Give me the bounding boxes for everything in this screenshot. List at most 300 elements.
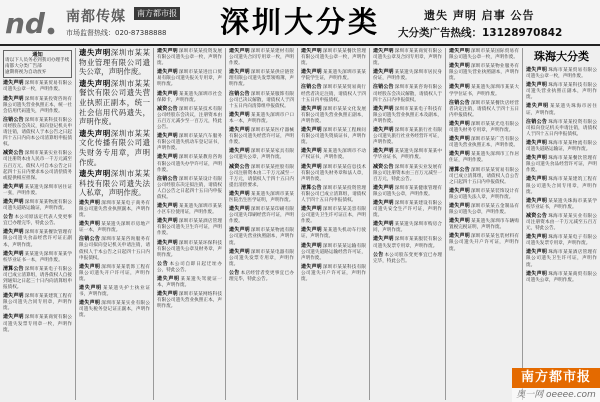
notice-types: 遗失 声明 启事 公告 (424, 9, 535, 22)
notice-keyword: 遗失声明 (229, 48, 250, 54)
notice-text: 本公司股东变更事宜已办理完毕，特此公告。 (373, 252, 442, 264)
notice-entry (301, 106, 366, 125)
notice-entry (79, 129, 150, 167)
notice-keyword: 遗失声明 (79, 300, 101, 307)
notice-text: 某某遗失机动车行驶证，声明作废。 (301, 228, 366, 240)
notice-text: 深圳市某某服装有限公司遗失发票专用章，声明作废。 (373, 237, 442, 249)
notice-keyword: 减资公告 (373, 163, 394, 170)
notice-entry (526, 103, 597, 116)
boxed-notice (3, 50, 72, 78)
notice-text: 深圳市某某餐饮管理有限公司遗失食品经营许可证正副本，声明作废。 (3, 230, 72, 248)
notice-text: 珠海市某某建筑工程有限公司遗失合同专用章，声明作废。 (526, 177, 597, 195)
notice-entry (373, 164, 442, 183)
notice-text: 某某遗失驾驶证一本，声明作废。 (157, 277, 222, 289)
notice-keyword: 遗失声明 (373, 48, 394, 54)
notice-text: 某某遗失深圳市购房合同，声明作废。 (373, 222, 442, 234)
supervision-hotline: 市场监督热线：020-87388888 (66, 29, 167, 37)
notice-keyword: 遗失声明 (79, 199, 101, 206)
notice-entry (449, 233, 519, 252)
notice-text: 深圳市某某咨询服务有限公司拟向登记机关申请注销，请债权人于本公告之日起四十五日内申报债权。 (79, 237, 150, 261)
notice-entry (229, 127, 294, 146)
notice-entry (373, 252, 442, 265)
notice-keyword: 遗失声明 (301, 163, 322, 170)
notice-entry (229, 112, 294, 125)
notice-keyword: 遗失声明 (79, 128, 111, 138)
notice-entry (79, 79, 150, 127)
notice-text: 某某遗失深圳市不动产权证书，声明作废。 (301, 149, 366, 161)
notice-keyword: 遗失声明 (373, 105, 394, 112)
notice-entry (157, 218, 222, 237)
notice-entry (3, 229, 72, 248)
notice-keyword: 遗失声明 (449, 233, 470, 240)
notice-entry (157, 276, 222, 289)
notice-text: 珠海市某某电子有限公司遗失发票专用章，声明作废。 (526, 235, 597, 247)
notice-keyword: 遗失声明 (157, 276, 180, 282)
notice-entry (526, 213, 597, 232)
notice-text: 深圳市某某商贸有限公司遗失公章及合同专用章，声明作废。 (373, 49, 442, 67)
notice-text: 深圳市某某环保科技有限公司遗失公章及财务章，声明作废。 (157, 240, 222, 258)
notice-text: 深圳市某某餐饮店经营者决定注销，请债权人于四十五日内申报债权。 (449, 100, 519, 118)
classifieds-column (298, 48, 370, 400)
notice-entry (79, 169, 150, 198)
notice-text: 深圳市某某文化传播有限公司遗失财务专用章，声明作废。 (79, 128, 150, 167)
notice-text: 深圳市某某技术有限公司经股东会决议，注册资本由五百万元减少至一百万元，特此公告。 (157, 106, 222, 131)
notice-text: 某某遗失深圳市某某学校毕业证书一本，声明作废。 (3, 251, 72, 263)
notice-text: 深圳市某某科技有限公司遗失法人私章，声明作废。 (79, 169, 150, 198)
notice-keyword: 遗失声明 (157, 48, 178, 54)
notice-keyword: 遗失声明 (229, 227, 250, 234)
notice-text: 深圳市某某健康管理有限公司遗失公章，声明作废。 (373, 185, 442, 197)
notice-keyword: 遗失声明 (301, 227, 322, 234)
notice-keyword: 注销公告 (373, 84, 394, 91)
notice-text: 深圳市某某投资咨询有限公司遗失营业执照正本，统一社会信用代码遗失，声明作废。 (3, 96, 72, 114)
notice-keyword: 遗失声明 (526, 249, 548, 256)
notice-text: 深圳市某某国际贸易有限公司遗失公章一枚，声明作废。 (449, 49, 519, 61)
notice-text: 深圳市某某家具有限公司遗失公章，声明作废。 (229, 149, 294, 161)
notice-entry (157, 154, 222, 173)
notice-keyword: 遗失声明 (79, 285, 102, 292)
notice-keyword: 遗失声明 (157, 133, 178, 140)
notice-entry (301, 48, 366, 67)
notice-entry (449, 218, 519, 231)
notice-text: 深圳市某某贸易商行经营者决定注销，请债权人于四十五日内申报债权。 (301, 85, 366, 103)
newspaper-stamp: 南方都市报 (512, 368, 600, 388)
notice-text: 深圳市某某建设有限公司遗失安全生产许可证，声明作废。 (373, 200, 442, 219)
newspaper-name-badge: 南方都市报 (134, 7, 180, 20)
notice-keyword: 遗失声明 (3, 198, 24, 205)
notice-keyword: 遗失声明 (526, 176, 548, 183)
notice-keyword: 遗失声明 (79, 169, 111, 179)
notice-text: 深圳市某某物业服务有限公司遗失营业执照副本，声明作废。 (449, 64, 519, 82)
notice-keyword: 清算公告 (301, 184, 322, 191)
notice-keyword: 遗失声明 (157, 154, 178, 161)
notice-entry (157, 291, 222, 310)
notice-text: 珠海市某某投资有限公司拟向登记机关申请注销，请债权人于四十五日内申报债权。 (526, 119, 597, 137)
notice-text: 深圳市某某科技有限公司经股东会决议，拟向登记机关申请注销，请债权人于本公告之日起四十五日内向本公司清算组申报债权。 (3, 117, 72, 148)
notice-entry (526, 67, 597, 80)
notice-keyword: 遗失声明 (449, 84, 470, 91)
notice-entry (449, 151, 519, 164)
notice-text: 某某遗失深圳市某某大学学位证书，声明作废。 (449, 85, 519, 97)
notice-text: 珠海市某某贸易有限公司遗失公章一枚，声明作废。 (526, 68, 597, 80)
notice-text: 深圳市某某工程顾问有限公司遗失资质证书，声明作废。 (301, 128, 366, 146)
notice-text: 深圳市某某美容有限公司遗失卫生许可证正本，声明作废。 (301, 207, 366, 225)
notice-text: 深圳市某某控股有限公司注册资本由二千万元减至一千万元，请债权人于四十五日内提出清偿要求。 (229, 164, 294, 188)
notice-keyword: 遗失声明 (79, 221, 101, 228)
notice-entry (3, 293, 72, 312)
notice-entry (79, 48, 150, 77)
notice-entry (449, 136, 519, 149)
site-watermark: 奥一网 oeeee.com (512, 388, 600, 402)
notice-text: 珠海市某某实业有限公司注册资本由一千万元减至五百万元，特此公告。 (526, 213, 597, 232)
notice-entry (526, 198, 597, 211)
masthead (0, 0, 600, 46)
notice-entry (301, 84, 366, 103)
notice-keyword: 注销公告 (229, 90, 250, 97)
notice-text: 深圳市某某电子科技有限公司遗失营业执照正本及副本，声明作废。 (373, 106, 442, 124)
notice-text: 深圳市某某印刷有限公司遗失印刷经营许可证，声明作废。 (229, 207, 294, 225)
notice-keyword: 遗失声明 (373, 127, 394, 134)
notice-keyword: 遗失声明 (79, 78, 111, 88)
classifieds-column (370, 48, 446, 400)
notice-text: 深圳市某某光电有限公司遗失财务专用章，声明作废。 (449, 121, 519, 134)
notice-entry (3, 199, 72, 212)
notice-text: 深圳市某某物业管理有限公司遗失公章，声明作废。 (79, 48, 150, 77)
notice-keyword: 遗失声明 (526, 197, 548, 204)
notice-text: 深圳市某某信息技术有限公司遗失财务章和法人章，声明作废。 (301, 164, 366, 182)
column-heading: 珠海大分类 (534, 50, 589, 63)
notice-keyword: 遗失声明 (449, 136, 470, 143)
notice-text: 深圳市某某贸易有限公司已成立清算组，请债权人自公告之日起四十五日内申报债权。 (449, 167, 519, 185)
media-brand-name: 南都传媒 (66, 9, 126, 25)
notice-entry (373, 185, 442, 198)
notice-entry (301, 264, 366, 283)
notice-text: 某某遗失深圳市居民身份证，声明作废。 (373, 70, 442, 82)
notice-text: 深圳市某某服饰有限公司已决议解散，请债权人于四十五日内向清算组申报债权。 (229, 91, 294, 109)
notice-keyword: 遗失声明 (526, 234, 548, 241)
notice-keyword: 遗失声明 (3, 95, 24, 102)
notice-text: 珠海市某某餐饮管理有限公司遗失食品经营许可证，声明作废。 (526, 156, 597, 174)
notice-keyword: 遗失声明 (157, 239, 178, 246)
notice-entry (526, 82, 597, 101)
notice-keyword: 遗失声明 (301, 105, 322, 112)
notice-entry (157, 106, 222, 131)
notice-text: 某某遗失深圳市工作居住证，声明作废。 (449, 152, 519, 164)
notice-entry (3, 314, 72, 333)
notice-entry (229, 270, 294, 283)
notice-keyword: 遗失声明 (301, 69, 322, 76)
notice-entry (229, 191, 294, 204)
notice-keyword: 遗失声明 (526, 82, 548, 89)
notice-keyword: 公告 (373, 251, 384, 258)
notice-text: 珠海市某某酒店管理有限公司遗失卫生许可证，声明作废。 (526, 250, 597, 268)
notice-keyword: 遗失声明 (301, 148, 322, 155)
notice-text: 深圳市某某电子商务有限公司遗失营业执照副本，声明作废。 (79, 200, 150, 219)
notice-text: 深圳市某某电子有限公司已成立清算组，请各债权人自接到通知之日起三十日内向清算组申报债权。 (3, 266, 72, 291)
boxed-notice-line: 南都大分类广告部 (5, 64, 42, 70)
notice-keyword: 公告 (3, 214, 14, 221)
notice-text: 深圳市某某设计有限公司经股东决定拟注销，请债权人自公告之日起四十五日内申报债权。 (157, 176, 222, 200)
nd-logo-icon (4, 4, 64, 40)
notice-entry (449, 48, 519, 61)
notice-text: 某某遗失深圳市某某中学毕业证书，声明作废。 (373, 149, 442, 161)
notice-text: 深圳市某某广告有限公司遗失营业执照正本，声明作废。 (449, 137, 519, 149)
notice-entry (229, 206, 294, 225)
notice-keyword: 遗失声明 (229, 148, 250, 155)
notice-entry (157, 133, 222, 152)
notice-text: 某某遗失深圳市车辆购置税完税证明，声明作废。 (449, 219, 519, 231)
boxed-notice-line: 请以下人员务必到我司办理手续 (5, 58, 70, 64)
notice-keyword: 遗失声明 (526, 270, 548, 277)
notice-text: 某某遗失深圳市某某小区车位使用证，声明作废。 (157, 204, 222, 216)
notice-text: 某某遗失深圳市某某医院出生医学证明，声明作废。 (229, 191, 294, 203)
notice-entry (229, 249, 294, 268)
notice-keyword: 遗失声明 (79, 263, 101, 270)
notice-entry (3, 117, 72, 148)
notice-text: 某某遗失珠海市居住证，声明作废。 (526, 104, 597, 116)
notice-entry (3, 150, 72, 181)
notice-text: 珠海市某某商贸有限公司遗失公章，声明作废。 (526, 271, 597, 283)
classifieds-column (446, 48, 523, 400)
classifieds-column (0, 48, 76, 400)
notice-entry (526, 155, 597, 174)
notice-text: 深圳市某某实业发展有限公司注册资本由三百万元减至一百万元，特此公告。 (373, 164, 442, 182)
notice-keyword: 遗失声明 (3, 314, 24, 321)
notice-entry (449, 63, 519, 82)
classifieds-column (154, 48, 226, 400)
notice-entry (301, 185, 366, 204)
notice-text: 深圳市某某建材有限公司遗失合同专用章一枚，声明作废。 (229, 49, 294, 67)
notice-keyword: 遗失声明 (449, 218, 470, 225)
notice-entry (449, 121, 519, 134)
notice-text: 深圳市某某装饰设计有限公司遗失法人章，声明作废。 (449, 188, 519, 200)
notice-text: 某某遗失深圳市房地产证一本，声明作废。 (79, 222, 150, 234)
notice-text: 深圳市某某投资发展有限公司遗失公章一枚，声明作废。 (157, 49, 222, 67)
notice-text: 深圳市某某贸易有限公司遗失公章一枚，声明作废。 (3, 81, 72, 93)
notice-entry (373, 106, 442, 125)
notice-entry (3, 80, 72, 93)
notice-text: 某某遗失深圳市户口本一本，声明作废。 (229, 112, 294, 124)
notice-entry (79, 285, 150, 298)
notice-keyword: 清算公告 (449, 166, 470, 173)
notice-entry (157, 69, 222, 88)
notice-text: 深圳市某某包装材料有限公司遗失开户许可证，声明作废。 (449, 234, 519, 252)
notice-text: 深圳市某某酒店管理有限公司遗失卫生许可证，声明作废。 (157, 219, 222, 237)
notice-entry (79, 300, 150, 319)
notice-keyword: 遗失声明 (157, 291, 178, 298)
notice-entry (449, 84, 519, 97)
notice-entry (3, 184, 72, 197)
notice-entry (229, 164, 294, 189)
ad-hotline: 大分类广告热线：13128970842 (398, 27, 563, 39)
notice-entry (3, 214, 72, 227)
notice-entry (157, 240, 222, 259)
notice-keyword: 遗失声明 (449, 187, 470, 194)
notice-keyword: 清算公告 (3, 265, 24, 272)
notice-text: 某某遗失珠海市某某学校毕业证书，声明作废。 (526, 198, 597, 210)
notice-entry (79, 221, 150, 234)
notice-entry (526, 176, 597, 195)
notice-keyword: 遗失声明 (301, 263, 322, 270)
notice-text: 某某遗失深圳市某某学院学生证，声明作废。 (301, 70, 366, 82)
notice-text: 深圳市某某五金制品有限公司遗失公章，声明作废。 (449, 203, 519, 216)
notice-entry (229, 48, 294, 67)
notice-text: 本店经营者变更事宜已办理完毕，特此公告。 (229, 270, 294, 282)
svg-text:nd: nd (5, 7, 45, 40)
notice-entry (373, 48, 442, 67)
notice-entry (3, 96, 72, 115)
notice-text: 某某遗失深圳市社会保障卡，声明作废。 (157, 91, 222, 103)
notice-entry (449, 167, 519, 186)
notice-entry (3, 251, 72, 264)
notice-entry (301, 69, 366, 82)
notice-keyword: 遗失声明 (373, 236, 394, 243)
notice-text: 深圳市某某商贸有限公司遗失发票专用章一枚，声明作废。 (3, 315, 72, 333)
notice-entry (79, 200, 150, 219)
notice-text: 深圳市某某供应链管理有限公司遗失发票领购簿，声明作废。 (229, 70, 294, 88)
notice-keyword: 遗失声明 (3, 293, 24, 300)
notice-entry (526, 249, 597, 268)
notice-entry (157, 48, 222, 67)
classifieds-column (226, 48, 298, 400)
notice-keyword: 注销公告 (3, 116, 24, 123)
notice-entry (373, 200, 442, 219)
notice-entry (526, 119, 597, 138)
notice-text: 深圳市某某物流有限公司遗失道路运输证，声明作废。 (3, 199, 72, 212)
notice-keyword: 遗失声明 (449, 120, 470, 127)
notice-keyword: 遗失声明 (157, 69, 178, 76)
notice-keyword: 遗失声明 (373, 69, 394, 76)
notice-keyword: 遗失声明 (3, 80, 24, 87)
notice-keyword: 遗失声明 (229, 69, 250, 76)
notice-keyword: 公告 (157, 260, 169, 267)
notice-keyword: 注销公告 (79, 236, 101, 243)
notice-text: 深圳市某某教育咨询有限公司遗失办学许可证，声明作废。 (157, 155, 222, 173)
notice-entry (373, 84, 442, 103)
notice-keyword: 遗失声明 (373, 184, 394, 191)
notice-entry (157, 176, 222, 201)
notice-entry (301, 206, 366, 225)
notice-keyword: 遗失声明 (526, 103, 549, 110)
notice-text: 深圳市某某咨询有限公司经股东会决议解散，请债权人于四十五日内申报债权。 (373, 85, 442, 103)
notice-keyword: 遗失声明 (157, 218, 178, 225)
notice-keyword: 遗失声明 (526, 67, 548, 73)
notice-entry (157, 91, 222, 104)
notice-keyword: 遗失声明 (229, 111, 250, 118)
notice-entry (229, 69, 294, 88)
notice-text: 深圳市某某建筑工程有限公司遗失合同专用章，声明作废。 (3, 294, 72, 312)
notice-keyword: 减资公告 (3, 150, 24, 157)
notice-keyword: 遗失声明 (373, 221, 394, 228)
notice-keyword: 减资公告 (229, 163, 250, 170)
notice-keyword: 遗失声明 (79, 48, 111, 57)
notice-text: 深圳市某某电器有限公司遗失发票专用章，声明作废。 (229, 249, 294, 267)
notice-keyword: 遗失声明 (373, 199, 394, 206)
notice-text: 深圳市某某网络科技有限公司遗失营业执照正本，声明作废。 (157, 292, 222, 310)
notice-keyword: 遗失声明 (301, 48, 322, 54)
boxed-notice-line: 逾期将视为自动放弃 (5, 70, 47, 76)
notice-keyword: 注销公告 (157, 175, 178, 182)
section-title: 深圳大分类 (220, 5, 381, 39)
notice-entry (526, 271, 597, 284)
notice-keyword: 遗失声明 (301, 206, 322, 213)
classifieds-column (523, 48, 600, 400)
notice-entry (373, 221, 442, 234)
notice-keyword: 遗失声明 (157, 203, 178, 210)
notice-text: 深圳市某某餐饮有限公司遗失营业执照正副本，统一社会信用代码遗失，声明作废。 (79, 78, 150, 127)
notice-keyword: 遗失声明 (526, 155, 548, 162)
notice-entry (301, 243, 366, 262)
notice-keyword: 遗失声明 (229, 127, 250, 134)
notice-entry (229, 91, 294, 110)
notice-entry (157, 203, 222, 216)
notice-keyword: 遗失声明 (3, 229, 24, 236)
notice-keyword: 注销公告 (301, 84, 322, 91)
notice-text: 深圳市某某运输有限公司遗失道路运输经营许可证，声明作废。 (301, 243, 366, 261)
notice-entry (301, 148, 366, 161)
notice-keyword: 遗失声明 (449, 151, 470, 158)
notice-keyword: 遗失声明 (373, 148, 394, 155)
notice-entry (79, 236, 150, 261)
notice-keyword: 遗失声明 (229, 190, 250, 197)
notice-keyword: 遗失声明 (449, 63, 470, 70)
notice-keyword: 遗失声明 (449, 48, 470, 54)
notice-text: 深圳市某某旅行社有限公司遗失旅行社业务经营许可证，声明作废。 (373, 128, 442, 146)
notice-entry (301, 164, 366, 183)
notice-text: 深圳市某某餐饮管理有限公司遗失公章一枚，声明作废。 (301, 49, 366, 67)
notice-entry (449, 188, 519, 201)
notice-text: 深圳市某某实业有限公司遗失税务登记证正副本，声明作废。 (79, 301, 150, 319)
notice-keyword: 遗失声明 (301, 242, 322, 249)
boxed-notice-title: 通知 (32, 52, 43, 58)
notice-keyword: 遗失声明 (3, 250, 24, 257)
notice-text: 某某遗失护士执业证书，声明作废。 (79, 286, 150, 298)
notice-keyword: 减资公告 (526, 212, 548, 219)
notice-entry (3, 266, 72, 291)
notice-text: 深圳市某某文化发展有限公司遗失营业执照正副本，声明作废。 (301, 106, 366, 124)
notice-keyword: 遗失声明 (301, 127, 322, 134)
notice-entry (157, 261, 222, 274)
notice-keyword: 注销公告 (526, 118, 548, 125)
notice-keyword: 遗失声明 (229, 248, 250, 255)
notice-text: 珠海市某某物流有限公司遗失道路运输证，声明作废。 (526, 140, 597, 153)
notice-keyword: 遗失声明 (3, 183, 24, 190)
notice-entry (373, 127, 442, 146)
notice-entry (301, 127, 366, 146)
notice-text: 深圳市某某实业有限公司注册资本由人民币一千万元减至五百万元，债权人可自本公告之日起四十五日内要求本公司清偿债务或提供相应担保。 (3, 151, 72, 181)
notice-keyword: 公告 (229, 269, 240, 276)
notice-keyword: 遗失声明 (526, 139, 548, 146)
notice-keyword: 遗失声明 (449, 202, 470, 209)
notice-entry (449, 203, 519, 216)
notice-text: 深圳市某某物流有限公司遗失营业执照副本，声明作废。 (229, 228, 294, 246)
notice-entry (526, 234, 597, 247)
notice-entry (373, 236, 442, 249)
notice-text: 本公司自即日起迁址办公，特此公告。 (157, 261, 222, 273)
notice-keyword: 遗失声明 (229, 206, 250, 213)
notice-entry (229, 227, 294, 246)
notice-keyword: 注销公告 (449, 99, 470, 106)
notice-entry (526, 140, 597, 153)
notice-text: 深圳市某某医疗器械有限公司遗失经营许可证，声明作废。 (229, 128, 294, 146)
notice-entry (449, 100, 519, 119)
notice-entry (301, 227, 366, 240)
notice-text: 深圳市某某进出口贸易有限公司遗失报关专用章，声明作废。 (157, 70, 222, 88)
notice-text: 珠海市某某科技有限公司遗失营业执照正副本，声明作废。 (526, 83, 597, 101)
notice-entry (79, 264, 150, 283)
notice-keyword: 减资公告 (157, 105, 178, 112)
notice-text: 深圳市某某投资管理有限公司已成立清算组，请债权人于四十五日内申报债权。 (301, 185, 366, 203)
